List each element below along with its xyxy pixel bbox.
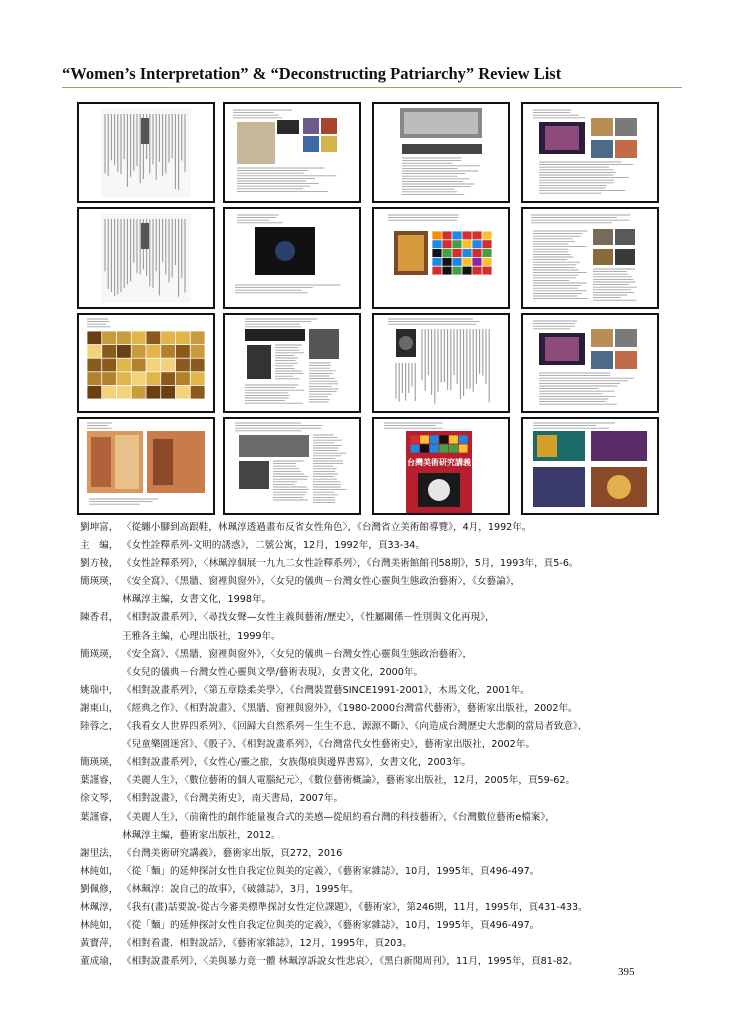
entry-author: 葉謹睿，	[80, 811, 119, 823]
clipping-1-4-thumbnail	[521, 102, 659, 203]
entry-citation-line: 《女性詮釋系列-文明的誘惑》，二號公寓，12月，1992年，頁33-34。	[122, 540, 426, 552]
bibliography-entry	[80, 863, 680, 881]
entry-citation-line: 〈從纏小腳到高跟鞋，林珮淳透過畫布反省女性角色〉，《台灣省立美術館導覽》，4月，1992年。	[122, 522, 532, 533]
entry-citation-line: 《美麗人生》，〈數位藝術的個人電腦紀元〉，《數位藝術概論》，藝術家出版社，12月，2005年，頁59-62。	[122, 775, 576, 787]
clipping-3-4-thumbnail	[521, 313, 659, 413]
entry-citation-line: 《相對說畫系列》，〈美與暴力竟一體 林珮淳訴說女性悲哀〉，《黑白新聞周刊》，11月，1995年，頁81-82。	[122, 956, 579, 968]
bibliography-entry	[80, 953, 680, 971]
bibliography-entry	[80, 772, 680, 790]
clipping-2-4-thumbnail	[521, 207, 659, 309]
entry-author: 陸蓉之，	[80, 721, 119, 733]
entry-citation-line: 〈從「麵」的延伸探討女性自我定位與美的定義〉，《藝術家雜誌》，10月，1995年，頁496-497。	[122, 865, 540, 877]
bibliography-entry	[80, 899, 680, 917]
clipping-2-1-thumbnail	[77, 207, 215, 309]
entry-citation-line: 《美麗人生》，〈前衛性的創作能量複合式的美感—從紐約看台灣的科技藝術〉，《台灣數位藝術e檔案》，	[122, 811, 555, 823]
clipping-3-3-thumbnail	[372, 313, 510, 413]
bibliography-entry	[80, 609, 680, 645]
clipping-2-3-thumbnail	[372, 207, 510, 309]
entry-author: 徐文琴，	[80, 793, 119, 805]
entry-citation-line: 《相對看畫．相對說話》，《藝術家雜誌》，12月，1995年，頁203。	[122, 938, 412, 950]
entry-author: 謝東山，	[80, 702, 119, 714]
entry-citation-line: 《相對說畫系列》，《女性心/靈之旅，女族傷痕與邊界書寫》，女書文化，2003年。	[122, 757, 472, 769]
bibliography-entry	[80, 881, 680, 899]
entry-author: 林珮淳，	[80, 901, 119, 913]
entry-author: 簡瑛瑛，	[80, 648, 119, 660]
entry-author: 主 編，	[80, 540, 119, 552]
clipping-4-2-thumbnail	[223, 417, 361, 515]
entry-citation-line: 《相對說畫系列》，〈尋找女聲—女性主義與藝術/歷史〉，《性屬關係－性別與文化再現》，	[122, 612, 495, 624]
bibliography-entry	[80, 917, 680, 935]
entry-author: 劉坤富，	[80, 522, 119, 533]
entry-author: 葉謹睿，	[80, 775, 119, 787]
entry-citation-line: 《從「麵」的延伸探討女性自我定位與美的定義》，《藝術家雜誌》，10月，1995年，頁496-497。	[122, 920, 540, 932]
entry-author: 簡瑛瑛，	[80, 576, 119, 588]
bibliography-entry	[80, 845, 680, 863]
bibliography-list	[80, 519, 680, 971]
entry-citation-line: 《兒童樂園迷宮》、《骰子》、《相對說畫系列》，《台灣當代女性藝術史》，藝術家出版社，2002年。	[122, 739, 535, 751]
entry-citation-line: 《安全窩》、《黑牆、窗裡與窗外》，〈女兒的儀典－台灣女性心靈與生態政治藝術〉，《女藝論》，	[122, 576, 521, 588]
entry-citation-line: 《經典之作》、《相對說畫》、《黑牆、窗裡與窗外》，《1980-2000台灣當代藝術》，藝術家出版社，2002年。	[122, 702, 578, 714]
entry-author: 林純如，	[80, 865, 119, 877]
clipping-4-4-thumbnail	[521, 417, 659, 515]
bibliography-entry	[80, 809, 680, 845]
entry-citation-line: 《台灣美術研究講義》，藝術家出版，頁272，2016	[122, 847, 343, 859]
bibliography-entry	[80, 646, 680, 682]
clipping-2-2-thumbnail	[223, 207, 361, 309]
bibliography-entry	[80, 790, 680, 808]
entry-author: 林純如，	[80, 920, 119, 932]
entry-author: 黃寶萍，	[80, 938, 119, 950]
entry-author: 簡瑛瑛，	[80, 757, 119, 769]
entry-citation-line: 《相對說畫》，《台灣美術史》，南天書局，2007年。	[122, 793, 344, 805]
bibliography-entry	[80, 573, 680, 609]
bibliography-entry	[80, 519, 680, 537]
bibliography-entry	[80, 935, 680, 953]
entry-author: 董成瑜，	[80, 956, 119, 968]
bibliography-entry	[80, 537, 680, 555]
book-cover-title: 台灣美術研究講義	[407, 458, 471, 467]
entry-author: 劉方稜，	[80, 558, 119, 570]
clipping-3-1-thumbnail	[77, 313, 215, 413]
clipping-3-2-thumbnail	[223, 313, 361, 413]
clipping-4-3-thumbnail	[372, 417, 510, 515]
clipping-1-1-thumbnail	[77, 102, 215, 203]
entry-citation-line: 《我有(畫)話要說-從古今審美標準探討女性定位課題》，《藝術家》，第246期，11月，1995年，頁431-433。	[122, 901, 588, 913]
entry-citation-line: 王雅各主編，心理出版社，1999年。	[122, 630, 281, 642]
clipping-4-1-thumbnail	[77, 417, 215, 515]
bibliography-entry	[80, 754, 680, 772]
entry-citation-line: 《林珮淳：說自己的故事》，《破雜誌》，3月，1995年。	[122, 883, 359, 895]
entry-citation-line: 《相對說畫系列》，〈第五章陰柔美學〉，《台灣裝置藝SINCE1991-2001》，木馬文化，2001年。	[122, 684, 530, 696]
bibliography-entry	[80, 682, 680, 700]
bibliography-entry	[80, 700, 680, 718]
entry-author: 陳香君，	[80, 612, 119, 624]
entry-author: 姚瑞中，	[80, 684, 119, 696]
page-title: “Women’s Interpretation” & “Deconstructing Patriarchy” Review List	[62, 64, 562, 83]
entry-citation-line: 《我看女人世界四系列》、《回歸大自然系列－生生不息、源源不斷》、《向造成台灣歷史大悲劇的當局者致意》、	[122, 721, 588, 733]
page-number: 395	[618, 966, 635, 978]
entry-citation-line: 《安全窩》、《黑牆、窗裡與窗外》，〈女兒的儀典－台灣女性心靈與生態政治藝術〉，	[122, 648, 473, 660]
entry-citation-line: 林珮淳主編，藝術家出版社，2012。	[122, 829, 281, 841]
clipping-1-3-thumbnail	[372, 102, 510, 203]
bibliography-entry	[80, 718, 680, 754]
entry-citation-line: 林珮淳主編，女書文化，1998年。	[122, 594, 272, 606]
entry-citation-line: 《女兒的儀典－台灣女性心靈與文學/藝術表現》，女書文化，2000年。	[122, 666, 424, 678]
clipping-1-2-thumbnail	[223, 102, 361, 203]
entry-citation-line: 《女性詮釋系列》，〈林珮淳個展一九九二女性詮釋系列〉，《台灣美術館館刊58期》，5月，1993年，頁5-6。	[122, 558, 579, 570]
entry-author: 謝里法，	[80, 847, 119, 859]
entry-author: 劉佩修，	[80, 883, 119, 895]
bibliography-entry	[80, 555, 680, 573]
